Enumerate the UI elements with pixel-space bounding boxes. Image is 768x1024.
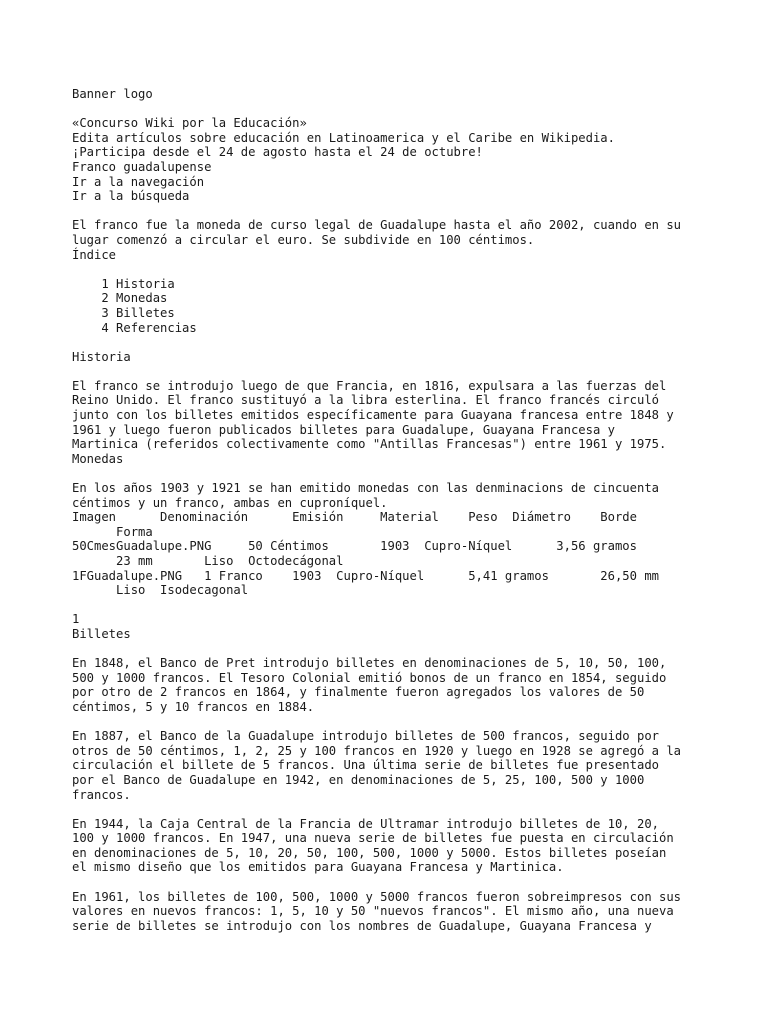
paragraph-line: por el Banco de Guadalupe en 1942, en denominaciones de 5, 25, 100, 500 y 1000 xyxy=(72,772,645,787)
spacer xyxy=(72,875,768,890)
paragraph-line: valores en nuevos francos: 1, 5, 10 y 50 "nuevos francos". El mismo año, una nueva xyxy=(72,904,674,919)
intro-text: lugar comenzó a circular el euro. Se subdivide en 100 céntimos. xyxy=(72,232,535,247)
spacer xyxy=(72,802,768,817)
contest-title[interactable]: «Concurso Wiki por la Educación» xyxy=(72,116,307,131)
paragraph-line: circulación el billete de 5 francos. Una última serie de billetes fue presentado xyxy=(72,758,659,773)
paragraph-line: En 1944, la Caja Central de la Francia de Ultramar introdujo billetes de 10, 20, xyxy=(72,816,659,831)
paragraph-line: El franco se introdujo luego de que Francia, en 1816, expulsara a las fuerzas del xyxy=(72,378,667,393)
coin-table-row: 1FGuadalupe.PNG 1 Franco 1903 Cupro-Níquel 5,41 gramos 26,50 mm xyxy=(72,568,659,583)
spacer xyxy=(72,335,768,350)
paragraph-line: 500 y 1000 francos. El Tesoro Colonial emitió bonos de un franco en 1854, seguido xyxy=(72,670,667,685)
document-text xyxy=(72,87,768,933)
toc-item-billetes[interactable]: 3 Billetes xyxy=(72,305,175,320)
toc-item-historia[interactable]: 1 Historia xyxy=(72,276,175,291)
section-heading-monedas: Monedas xyxy=(72,451,124,466)
spacer xyxy=(72,715,768,730)
section-heading-historia: Historia xyxy=(72,349,131,364)
intro-text: El franco fue la moneda de curso legal de Guadalupe hasta el año 2002, cuando en su xyxy=(72,218,682,233)
coin-table-row: 50CmesGuadalupe.PNG 50 Céntimos 1903 Cupro-Níquel 3,56 gramos xyxy=(72,539,637,554)
contest-text: ¡Participa desde el 24 de agosto hasta el 24 de octubre! xyxy=(72,145,483,160)
coin-table-row: 23 mm Liso Octodecágonal xyxy=(72,554,344,568)
paragraph-line: el mismo diseño que los emitidos para Guayana Francesa y Martinica. xyxy=(72,860,564,875)
paragraph-line: En 1887, el Banco de la Guadalupe introdujo billetes de 500 francos, seguido por xyxy=(72,729,659,744)
toc-title: Índice xyxy=(72,247,117,262)
paragraph-line: por otro de 2 francos en 1864, y finalmente fueron agregados los valores de 50 xyxy=(72,685,645,700)
paragraph-line: céntimos, 5 y 10 francos en 1884. xyxy=(72,699,315,714)
coin-table-row: Liso Isodecagonal xyxy=(72,583,249,598)
spacer xyxy=(72,598,768,613)
coin-table-header: Forma xyxy=(72,524,153,539)
contest-text: Edita artículos sobre educación en Latinoamerica y el Caribe en Wikipedia. xyxy=(72,130,615,145)
spacer xyxy=(72,364,768,379)
section-heading-billetes: Billetes xyxy=(72,626,131,641)
toc-item-monedas[interactable]: 2 Monedas xyxy=(72,291,168,306)
paragraph-line: céntimos y un franco, ambas en cuproníquel. xyxy=(72,495,388,510)
article-title: Franco guadalupense xyxy=(72,159,212,174)
paragraph-line: Martinica (referidos colectivamente como "Antillas Francesas") entre 1961 y 1975. xyxy=(72,437,667,452)
toc-item-referencias[interactable]: 4 Referencias xyxy=(72,320,197,335)
spacer xyxy=(72,204,768,219)
spacer xyxy=(72,466,768,481)
paragraph-line: en denominaciones de 5, 10, 20, 50, 100, 500, 1000 y 5000. Estos billetes poseían xyxy=(72,845,667,860)
paragraph-line: 100 y 1000 francos. En 1947, una nueva serie de billetes fue puesta en circulación xyxy=(72,831,674,846)
paragraph-line: En 1848, el Banco de Pret introdujo billetes en denominaciones de 5, 10, 50, 100, xyxy=(72,656,667,671)
banner-logo: Banner logo xyxy=(72,87,153,101)
paragraph-line: Reino Unido. El franco sustituyó a la libra esterlina. El franco francés circuló xyxy=(72,393,659,408)
paragraph-line: En 1961, los billetes de 100, 500, 1000 y 5000 francos fueron sobreimpresos con sus xyxy=(72,889,682,904)
paragraph-line: otros de 50 céntimos, 1, 2, 25 y 100 francos en 1920 y luego en 1928 se agregó a la xyxy=(72,743,682,758)
skip-to-navigation-link[interactable]: Ir a la navegación xyxy=(72,174,205,189)
spacer xyxy=(72,642,768,657)
skip-to-search-link[interactable]: Ir a la búsqueda xyxy=(72,189,190,204)
paragraph-line: 1961 y luego fueron publicados billetes para Guadalupe, Guayana Francesa y xyxy=(72,422,615,437)
footnote-marker[interactable]: 1 xyxy=(72,612,80,627)
spacer xyxy=(72,262,768,277)
paragraph-line: francos. xyxy=(72,787,131,802)
spacer xyxy=(72,102,768,117)
paragraph-line: junto con los billetes emitidos específicamente para Guayana francesa entre 1848 y xyxy=(72,408,674,423)
paragraph-line: En los años 1903 y 1921 se han emitido monedas con las denminacions de cincuenta xyxy=(72,481,659,496)
coin-table-header: Imagen Denominación Emisión Material Peso Diámetro Borde xyxy=(72,510,637,525)
paragraph-line: serie de billetes se introdujo con los nombres de Guadalupe, Guayana Francesa y xyxy=(72,918,652,933)
